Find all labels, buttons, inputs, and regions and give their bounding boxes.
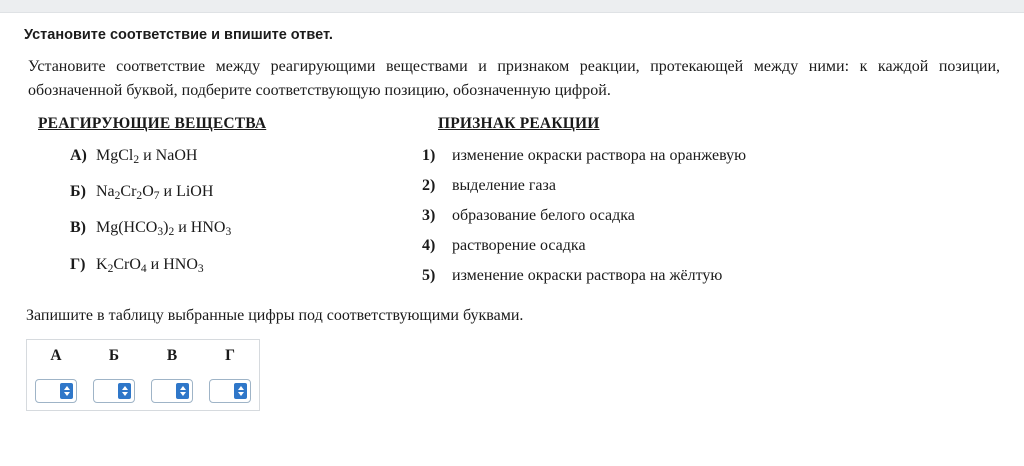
list-item-marker: 1)	[422, 147, 436, 164]
signs-column	[344, 115, 1000, 297]
list-item	[344, 207, 1000, 225]
list-item	[344, 177, 1000, 195]
answer-table-header-cell: Г	[225, 347, 235, 364]
list-item	[24, 147, 344, 166]
list-item-text: растворение осадка	[452, 237, 586, 254]
answer-table-input-row	[27, 372, 260, 411]
chevron-updown-icon[interactable]	[60, 383, 73, 399]
list-item-formula: $K_2CrO_4$ и $HNO_3$	[96, 255, 204, 275]
answer-table-cell	[85, 372, 143, 411]
list-item-marker: Б)	[70, 183, 86, 201]
answer-table-header-cell: В	[166, 347, 178, 364]
list-item	[24, 219, 344, 238]
chevron-updown-icon[interactable]	[118, 383, 131, 399]
list-item-marker: 4)	[422, 237, 436, 254]
answer-stepper-v[interactable]	[151, 379, 193, 403]
answer-table-cell	[143, 372, 201, 411]
signs-list	[344, 147, 1000, 285]
list-item-formula: MgCl$_2$ и NaOH	[96, 147, 198, 167]
list-item-formula: $Na_2Cr_2O_7$ и LiOH	[96, 183, 214, 203]
list-item-marker: В)	[70, 219, 86, 237]
answer-table-header-row	[27, 340, 260, 373]
browser-top-strip	[0, 0, 1024, 13]
chevron-updown-icon[interactable]	[234, 383, 247, 399]
substances-list	[24, 147, 344, 275]
list-item-text: изменение окраски раствора на жёлтую	[452, 267, 723, 284]
list-item-text: изменение окраски раствора на оранжевую	[452, 147, 747, 164]
answer-table-header-cell: А	[50, 347, 62, 364]
list-item-marker: Г)	[70, 255, 86, 273]
answer-table-cell	[27, 372, 86, 411]
answer-table-header-cell: Б	[108, 347, 120, 364]
matching-columns	[24, 115, 1000, 297]
answer-table	[26, 339, 260, 411]
list-item	[344, 267, 1000, 285]
list-item-text: образование белого осадка	[452, 207, 635, 224]
signs-column-header: ПРИЗНАК РЕАКЦИИ	[438, 115, 600, 132]
list-item	[24, 256, 344, 275]
answer-instruction: Запишите в таблицу выбранные цифры под соответствующими буквами.	[26, 307, 524, 324]
answer-stepper-g[interactable]	[209, 379, 251, 403]
list-item-marker: А)	[70, 147, 87, 164]
list-item-formula: $Mg(HCO_3)_2$ и $HNO_3$	[96, 219, 232, 239]
answer-stepper-a[interactable]	[35, 379, 77, 403]
task-page	[0, 13, 1024, 411]
answer-stepper-b[interactable]	[93, 379, 135, 403]
answer-table-cell	[201, 372, 260, 411]
list-item-marker: 5)	[422, 267, 436, 284]
chevron-updown-icon[interactable]	[176, 383, 189, 399]
list-item-text: выделение газа	[452, 177, 556, 194]
list-item	[344, 237, 1000, 255]
list-item	[344, 147, 1000, 165]
list-item	[24, 183, 344, 202]
list-item-marker: 3)	[422, 207, 436, 224]
substances-column-header: РЕАГИРУЮЩИЕ ВЕЩЕСТВА	[38, 115, 267, 132]
task-instruction: Установите соответствие между реагирующими веществами и признаком реакции, протекающей между ними: к каждой позиции, обозначенной буквой, подберите соответствующую позицию, обозначенную цифрой.	[28, 58, 1000, 99]
page-title: Установите соответствие и впишите ответ.	[24, 27, 333, 43]
list-item-marker: 2)	[422, 177, 436, 194]
substances-column	[24, 115, 344, 297]
